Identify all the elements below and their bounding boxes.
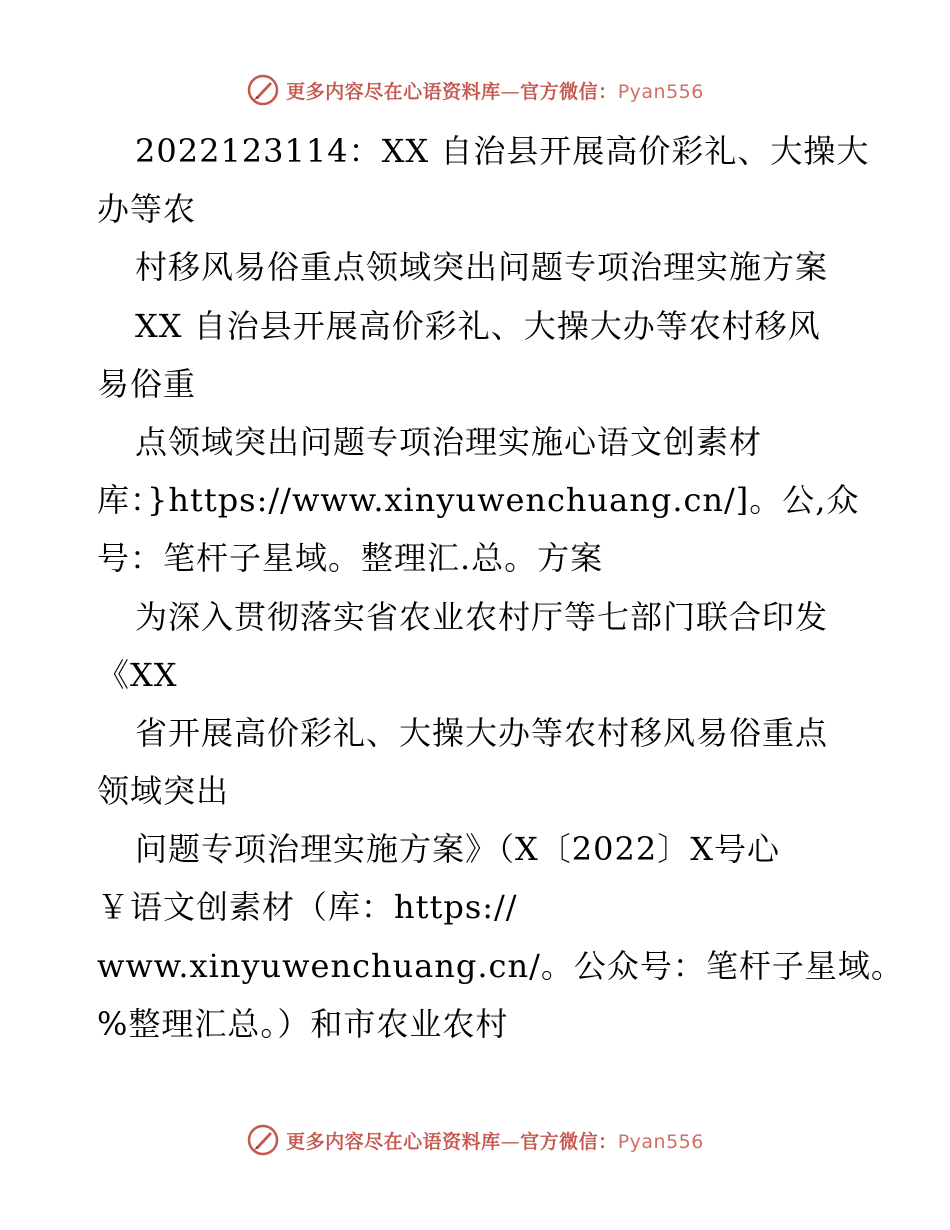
header-banner-text	[286, 77, 704, 104]
quill-pen-icon	[246, 1123, 280, 1157]
document-line: www.xinyuwenchuang.cn/。公众号：笔杆子星域。	[97, 946, 904, 985]
footer-wechat-label: 官方微信：	[520, 1130, 618, 1153]
document-line: 办等农	[97, 190, 197, 229]
document-line: 问题专项治理实施方案》（X〔2022〕X号心	[135, 830, 781, 869]
header-wechat-id: Pyan556	[617, 80, 704, 103]
document-line: 库：}https://www.xinyuwenchuang.cn/]。公,众	[97, 481, 860, 520]
quill-pen-icon	[246, 73, 280, 107]
document-line: XX 自治县开展高价彩礼、大操大办等农村移风	[135, 306, 821, 345]
document-line: %整理汇总。）和市农业农村	[97, 1004, 509, 1043]
document-line: 号：笔杆子星域。整理汇.总。方案	[97, 539, 604, 578]
document-line: 《XX	[97, 655, 178, 694]
document-line: 领域突出	[97, 772, 230, 811]
document-line: 2022123114：XX 自治县开展高价彩礼、大操大	[135, 132, 870, 170]
header-banner	[0, 70, 950, 110]
footer-separator: —	[500, 1130, 521, 1153]
document-line: ￥语文创素材（库：https://	[97, 888, 518, 927]
header-site-text: 更多内容尽在心语资料库	[286, 80, 501, 103]
footer-wechat-id: Pyan556	[617, 1130, 704, 1153]
document-line: 为深入贯彻落实省农业农村厅等七部门联合印发	[135, 597, 829, 636]
document-line: 省开展高价彩礼、大操大办等农村移风易俗重点	[135, 713, 829, 752]
header-wechat-label: 官方微信：	[520, 80, 618, 103]
footer-banner-text	[286, 1127, 704, 1154]
header-separator: —	[500, 80, 521, 103]
document-line: 易俗重	[97, 364, 197, 403]
footer-banner	[0, 1120, 950, 1160]
footer-site-text: 更多内容尽在心语资料库	[286, 1130, 501, 1153]
document-body	[97, 122, 904, 1053]
document-line: 点领域突出问题专项治理实施心语文创素材	[135, 422, 763, 461]
document-line: 村移风易俗重点领域突出问题专项治理实施方案	[135, 248, 829, 287]
